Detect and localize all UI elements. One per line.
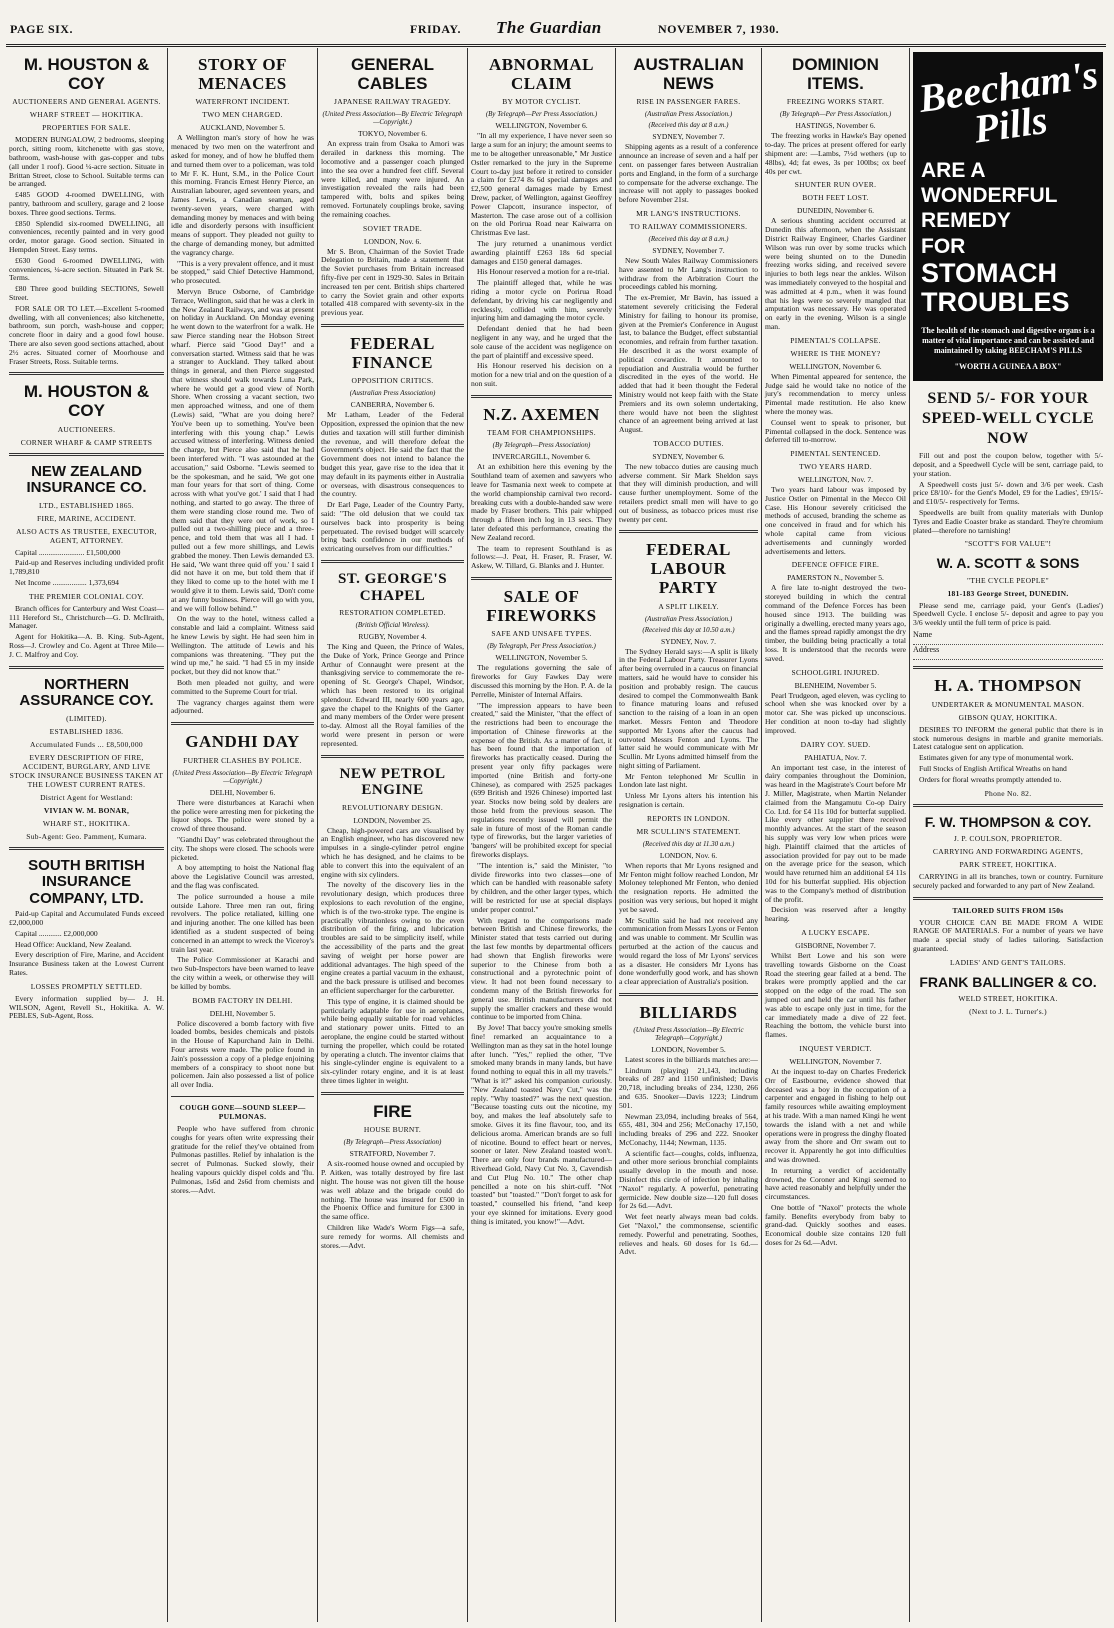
gandhi-sub2: BOMB FACTORY IN DELHI. (192, 995, 293, 1005)
article-paragraph: Police discovered a bomb factory with five loaded bombs, besides chemicals and pistols in the House of Kapurchand Jain in Delhi. Four arrests were made. The police found in Jain's possession a copy of a pledge enjoining members of a conspiracy to shoot none but policemen. Jain also possessed a list of police all over India. (171, 1018, 314, 1090)
article-paragraph: The police surrounded a house a mile outside Lahore. Three men ran out, firing revolvers. The police retaliated, killing one and injuring another. The one killed has been identified as a student suspected of being concerned in an attempt to wreck the Viceroy's train last year. (171, 891, 314, 954)
fireworks-dateline: WELLINGTON, November 5. (495, 653, 588, 663)
dominion-sub11: A LUCKY ESCAPE. (801, 927, 870, 937)
speedwell-paragraph: Speedwells are built from quality materials with Dunlop Tyres and Eadie Coaster brake as standard. They're chromium plated—therefore no tarnishing! (913, 507, 1103, 535)
article-paragraph: The team to represent Southland is as follows:—J. Peat, H. Fraser, R. Fraser, W. Askew, W. Tillard, G. Blanks and J. Hunter. (471, 543, 612, 571)
article-paragraph: This type of engine, it is claimed should be particularly adaptable for use in aeroplanes, while being equally suitable for road vehicles and stationary power units. Fitted to an aeroplane, the engine could be started without turning the propeller, which could be rotated by operating a clutch. The inventor claims that his single-cylinder engine is equivalent to a six-cylinder rotary engine, and it is at least three times lighter in weight. (321, 996, 464, 1085)
divider (9, 372, 164, 375)
article-paragraph: The new tobacco duties are causing much adverse comment. Sir Mark Sheldon says that they will diminish production, and will cause further unemployment. Some of the retailers predict small men will have to go out of business, as tobacco prices must rise twenty per cent. (619, 461, 758, 524)
ausnews-sub3: TO RAILWAY COMMISSIONERS. (629, 221, 748, 231)
menaces-headline: STORY OF MENACES (198, 55, 287, 93)
houston-section: PROPERTIES FOR SALE. (42, 123, 131, 133)
column-2 (168, 48, 318, 1622)
northern-district: District Agent for Westland: (40, 792, 133, 802)
houston2-address: CORNER WHARF & CAMP STREETS (20, 437, 153, 447)
axemen-headline: N.Z. AXEMEN (483, 404, 600, 424)
petrol-dateline: LONDON, November 25. (353, 815, 432, 825)
fwthompson-street: PARK STREET, HOKITIKA. (959, 859, 1057, 869)
houston2-heading: M. HOUSTON & COY (23, 382, 150, 420)
thompson-role: UNDERTAKER & MONUMENTAL MASON. (931, 699, 1085, 709)
ausnews-dateline3: SYDNEY, November 6. (652, 451, 725, 461)
ausnews-received2: (Received this day at 8 a.m.) (648, 234, 729, 243)
northern-funds: Accumulated Funds ... £8,500,000 (30, 739, 143, 749)
column-6 (762, 48, 910, 1622)
dominion-dateline3: WELLINGTON, November 6. (789, 361, 882, 371)
george-credit: (British Official Wireless). (355, 621, 430, 630)
thompson-paragraph: DESIRES TO INFORM the general public that there is in stock numerous designs in marble and granite memorials. Latest catalogue sent on application. (913, 724, 1103, 752)
cables-credit: (United Press Association—By Electric Telegraph—Copyright.) (322, 110, 463, 127)
labour-headline: FEDERAL LABOUR PARTY (646, 540, 731, 597)
billiards-dateline: LONDON, November 5. (651, 1044, 726, 1054)
article-paragraph: Newman 23,094, including breaks of 564, 655, 481, 304 and 256; McConachy 17,150, including breaks of 296 and 222. Snooker McConachy, 1144; Newman, 1135. (619, 1111, 758, 1147)
dominion-sub5: WHERE IS THE MONEY? (790, 348, 881, 358)
northern-heading: NORTHERN ASSURANCE COY. (19, 675, 154, 710)
claim-dateline: WELLINGTON, November 6. (495, 121, 588, 131)
speedwell-paragraph: A Speedwell costs just 5/- down and 3/6 per week. Cash price £8/10/- for the Gent's Model, £9 for the Ladies', £9/15/- and £10/5/- respectively for Terms. (913, 479, 1103, 507)
billiards-headline: BILLIARDS (639, 1003, 738, 1023)
thompson-paragraph: Orders for floral wreaths promptly attended to. (919, 774, 1062, 784)
nzins-premier: THE PREMIER COLONIAL COY. (28, 591, 144, 601)
menaces-sub: WATERFRONT INCIDENT. (195, 97, 290, 107)
thompson-paragraph: Full Stocks of English Artifical Wreaths on hand (919, 763, 1067, 773)
article-paragraph: On the way to the hotel, witness called a constable and laid a complaint. Witness said he knew Lewis by sight. He had seen him in Wellington. The attitude of Lewis and his companions was threatening. "They put the wind up me," he said. "I had £5 in my inside pocket, but they did not know that." (171, 614, 314, 677)
newspaper-title: The Guardian (496, 18, 602, 37)
northern-street: WHARF ST., HOKITIKA. (42, 818, 131, 828)
labour-sub: A SPLIT LIKELY. (658, 601, 719, 611)
dominion-dateline5: PAMERSTON N., November 5. (787, 573, 884, 583)
axemen-dateline: INVERCARGILL, November 6. (492, 452, 591, 462)
column-3 (318, 48, 468, 1622)
article-paragraph: At an exhibition here this evening by the Southland team of axemen and sawyers who leave for Tasmania next week to compete at the world championship carnival two record-breaking cuts with a double-handed saw were made by Fraser brothers. This pair whipped through a fifteen inch log in 13 secs. They later defeated this performance, creating the New Zealand record. (471, 462, 612, 542)
divider (171, 722, 314, 725)
listing: £630 Good 6-roomed DWELLING, with conveniences, ¼-acre section. Situated in Park St. Terms. (9, 255, 164, 283)
article-paragraph: The freezing works in Hawke's Bay opened to-day. The prices at present offered for early shipment are: —Lambs, 7½d wethers (up to 48lbs), 4d; fat ewes, 3s per 100lbs; ox beef 40s per cwt. (765, 131, 906, 176)
listing: MODERN BUNGALOW, 2 bedrooms, sleeping porch, sitting room, kitchenette with gas stove, bathroom, wash-house with gas-copper and tubs (all under 1 roof). Good ¼-acre section. Situate in Brittan Street, close to School. Suitable terms can be arranged. (9, 135, 164, 189)
ausnews-credit: (Australian Press Association.) (644, 110, 733, 119)
cables-sub2: SOVIET TRADE. (362, 223, 423, 233)
federal-credit: (Australian Press Association) (349, 389, 436, 398)
nzins-agents: Agent for Hokitika—A. B. King. Sub-Agent, Ross—J. Crowley and Co. Agent at Three Mile—J. C. Malfroy and Coy. (9, 632, 164, 659)
gandhi-dateline2: DELHI, November 5. (209, 1008, 276, 1018)
cables-dateline2: LONDON, Nov. 6. (363, 236, 422, 246)
federal-dateline: CANBERRA, November 6. (350, 400, 435, 410)
article-paragraph: When reports that Mr Lyons resigned and Mr Fenton might follow reached London, Mr Moloney telephoned Mr Fenton, who denied the resignation reports. He admitted the position was very serious, but hoped it might yet be saved. (619, 860, 758, 914)
fwthompson-name: F. W. THOMPSON & COY. (924, 813, 1092, 830)
pulmonas-ad-text: People who have suffered from chronic coughs for years often write expressing their gratitude for the relief they've obtained from Pulmonas pastilles. Relief by inhalation is the secret of Pulmonas. Sucked slowly, their healing vapours quickly dispel colds and 'flu. Pulmonas, 1s6d and 2s6d from chemists and stores.—Advt. (171, 1123, 314, 1195)
beecham-line: WONDERFUL (921, 184, 1058, 208)
cables-sub: JAPANESE RAILWAY TRAGEDY. (334, 97, 451, 107)
article-paragraph: The Police Commissioner at Karachi and two Sub-Inspectors have been warned to leave the city within a week, or otherwise they will be killed by bombs. (171, 955, 314, 991)
article-paragraph: Shipping agents as a result of a conference announce an increase of seven and a half per cent. on passenger fares between Australian ports and England, in the form of a surcharge to compensate for the adverse exchange. The increase will not apply to passages booked before November 21st. (619, 142, 758, 205)
article-paragraph: Two years hard labour was imposed by Justice Ostler on Pimental in the Mecco Oil Case. His Honour severely criticised the methods of accused, branding the scheme as one conceived in fraud and for which his whole capital came from vicious advertisements and cunningly worded advertisements and letters. (765, 485, 906, 556)
labour-credit: (Australian Press Association.) (644, 614, 733, 623)
dominion-sub2: SHUNTER RUN OVER. (794, 180, 877, 190)
listing: £850 Splendid six-roomed DWELLING, all conveniences, recently painted and in very good order, motor garage. Good section. Situated in Hempden Street. Easy terms. (9, 218, 164, 254)
houston-heading: M. HOUSTON & COY (23, 55, 150, 93)
george-dateline: RUGBY, November 4. (358, 632, 427, 642)
gandhi-headline: GANDHI DAY (185, 732, 300, 752)
thompson-paragraph: Estimates given for any type of monumental work. (919, 753, 1074, 763)
menaces-sub: TWO MEN CHARGED. (202, 110, 283, 120)
menaces-dateline: AUCKLAND, November 5. (200, 123, 285, 133)
article-paragraph: By Jove! That baccy you're smoking smells fine! remarked an acquaintance to a Wellington man as they sat in the hotel lounge after lunch. "Yes," replied the other, "I've smoked many brands in many lands, but have found nothing to equal this in all my travels." "What is it?" asked his companion curiously. "New Zealand toasted Navy Cut," was the reply. "Why toasted?" was the next question. "Because toasting cuts out the nicotine, my boy, and makes the leaf absolutely safe to smoke. Gives it its fine flavour, too, and its delicious aroma. American brands are so full of nicotine. Bound to effect heart or nerves, sooner or later. New Zealand toasted won't. There are only four brands manufactured—Riverhead Gold, Navy Cut No. 3, Cavendish and Cut Plug No. 10." The other chap pencilled a note on his shirt-cuff. "Not toasted" but "toasted." "Don't forget to ask for toasted," counselled his friend, "and keep your eye skinned for imitations. Every good thing is imitated, you know!"—Advt. (471, 1023, 612, 1226)
article-paragraph: "In all my experience, I have never seen so large a sum for an injury; the amount seems to me to be altogether unreasonable," Mr Justice Ostler remarked to the jury in the Supreme Court to-day just before it retired to consider a claim for £274 8s 6d special damages and £2,500 general damages made by Ernest Drew, packer, of Wellington, against Geoffrey Power Clapcott, insurance inspector, of Masterton. The case arose out of a collision on the old Porirua Road near Kaiwarra on Christmas Eve last. (471, 131, 612, 238)
article-paragraph: "Gandhi Day" was celebrated throughout the city. The shops were closed. The schools were picketed. (171, 835, 314, 862)
ausnews-sub2: MR LANG'S INSTRUCTIONS. (636, 208, 741, 218)
fwthompson-services: CARRYING AND FORWARDING AGENTS, (932, 846, 1084, 856)
dominion-dateline6: BLENHEIM, November 5. (794, 680, 877, 690)
petrol-headline: NEW PETROL ENGINE (339, 765, 446, 799)
nzins-heading: NEW ZEALAND INSURANCE CO. (26, 462, 147, 497)
masthead (6, 14, 1106, 47)
article-paragraph: There were disturbances at Karachi when the police were arresting men for picketing the liquor shops. The police were stoned by a crowd of three thousand. (171, 797, 314, 834)
column-1 (6, 48, 168, 1622)
speedwell-order: Please send me, carriage paid, your Gent's (Ladies') Speedwell Cycle. I enclose 5/- deposit and agree to pay you 3/6 weekly until the full term of price is paid. (913, 600, 1103, 628)
divider (913, 666, 1103, 669)
northern-sub: Sub-Agent: Geo. Pammenț, Kumara. (26, 831, 147, 841)
northern-agent: VIVIAN W. M. BONAR, (43, 805, 130, 815)
article-paragraph: Mr S. Bron, Chairman of the Soviet Trade Delegation to Britain, made a statement that the Soviet purchases from Britain increased fifty-five per cent in 1929-30. Sales in Britain increased ten per cent. British ships chartered to carry the Soviet grain and other exports totalled 418 compared with seventy-six in the previous year. (321, 246, 464, 318)
nzins-est: LTD., ESTABLISHED 1865. (39, 500, 134, 510)
southbritish-line: Every description of Fire, Marine, and Accident Insurance Business taken at the Lowest Current Rates. (9, 950, 164, 977)
dominion-dateline8: GISBORNE, November 7. (795, 940, 876, 950)
dominion-sub6: PIMENTAL SENTENCED. (790, 449, 881, 459)
southbritish-line: Paid-up Capital and Accumulated Funds exceed £2,000,000 (9, 909, 164, 927)
article-paragraph: New South Wales Railway Commissioners have assented to Mr Lang's instruction to withdraw from the Arbitration Court the proceedings cabled his morning. (619, 255, 758, 292)
divider (9, 666, 164, 669)
fire-sub: HOUSE BURNT. (363, 1125, 422, 1135)
claim-headline: ABNORMAL CLAIM (488, 55, 595, 93)
houston2-role: AUCTIONEERS. (57, 424, 116, 434)
nzins-branches: Branch offices for Canterbury and West Coast—111 Hereford St., Christchurch—G. D. McIlraith, Manager. (9, 603, 164, 631)
thompson-phone: Phone No. 82. (984, 788, 1032, 798)
houston-role: AUCTIONEERS AND GENERAL AGENTS. (12, 97, 161, 107)
ballinger-tailors: LADIES' AND GENT'S TAILORS. (950, 957, 1066, 967)
article-paragraph: The Sydney Herald says:—A split is likely in the Federal Labour Party. Treasurer Lyons after being overruled in a caucus on financial matters, said he would have to consider his position and probably resign. The caucus desired to compel the Commonwealth Bank to finance maturing loans and refused sanction to the raising of a loan in an open market. Messrs Fenton and Theodore supported Mr Lyons after the caucus had outvoted Messrs Fenton and Lyons. The latter said he would communicate with Mr Scullin. Mr Lyons admitted himself from the night sitting of Parliament. (619, 646, 758, 770)
houston-address: WHARF STREET — HOKITIKA. (29, 110, 144, 120)
ausnews-dateline2: SYDNEY, November 7. (652, 245, 725, 255)
labour-sub3: MR SCULLIN'S STATEMENT. (636, 826, 741, 836)
dominion-dateline4: WELLINGTON, Nov. 7. (798, 475, 873, 485)
labour-sub2: REPORTS IN LONDON. (646, 813, 731, 823)
coupon-address-field[interactable] (913, 645, 1103, 660)
page-label: PAGE SIX. (10, 22, 73, 36)
divider (619, 993, 758, 996)
labour-dateline: SYDNEY, Nov. 7. (660, 636, 716, 646)
speedwell-headline: SEND 5/- FOR YOUR SPEED-WELL CYCLE NOW (921, 390, 1095, 448)
article-paragraph: A Wellington man's story of how he was menaced by two men on the waterfront and asked for money, and of how he bluffed them and turned them over to a policeman, was told to Mr F. K. Hunt, S.M., in the Police Court this morning. Francis Ernest Henry Pierce, an Australian labourer, aged seventeen years, and James Lewis, a Canadian seaman, aged twenty-seven years, were charged with demanding money by menaces and with being idle and disorderly persons with insufficient means of support. They pleaded not guilty to the charge of demanding money, but admitted the vagrancy charge. (171, 133, 314, 257)
southbritish-line: Capital ............ £2,000,000 (15, 928, 98, 938)
article-paragraph: An important test case, in the interest of dairy companies throughout the Dominion, was heard in the Magistrate's Court before Mr J. Miller, Magistrate, when Martin Nelander claimed from the Mangamutu Co-op Dairy Co. Ltd. for £4 11s 10d for butterfat supplied. Like every other supplier there received monthly advances. At the start of the season his supply was very low when prices were high. Plaintiff claimed that the articles of association provided for pay out to be made on the average price for the season, which would have returned him an additional £4 11s 10d for his butterfat supplied. His objection was to the Company's method of distribution of the profit. (765, 762, 906, 904)
southbritish-heading: SOUTH BRITISH INSURANCE COMPANY, LTD. (28, 856, 145, 907)
beecham-slogan: "WORTH A GUINEA A BOX" (954, 362, 1062, 372)
cables-dateline: TOKYO, November 6. (357, 129, 428, 139)
dominion-sub3: BOTH FEET LOST. (802, 193, 869, 203)
nzins-figure: Paid-up and Reserves including undivided profit 1,789,810 (9, 558, 164, 577)
article-paragraph: "The intention is," said the Minister, "to divide fireworks into two classes—one of which can be handled with reasonable safety by children, and the other larger types, which will be restricted for use at special displays under proper control." (471, 860, 612, 914)
article-paragraph: "This is a very prevalent offence, and it must be stopped," said Chief Detective Hammond, who prosecuted. (171, 258, 314, 286)
article-paragraph: Pearl Trudgeon, aged eleven, was cycling to school when she was knocked over by a motor car. She was picked up unconscious. Her condition at noon to-day had slightly improved. (765, 690, 906, 735)
divider (471, 395, 612, 398)
article-paragraph: Counsel went to speak to prisoner, but Pimental collapsed in the dock. Sentence was deferred till to-morrow. (765, 417, 906, 445)
southbritish-line: Head Office: Auckland, New Zealand. (15, 939, 132, 949)
article-paragraph: Defendant denied that he had been negligent in any way, and he urged that the sole cause of the accident was negligence on the part of plaintiff and excessive speed. (471, 324, 612, 360)
article-paragraph: A scientific fact—coughs, colds, influenza, and other more serious bronchial complaints usually develop in the mouth and nose. Disinfect this circle of infection by inhaling "Naxol" regularly. A powerful, penetrating germicide. New double size—120 full doses for 2s 6d.—Advt. (619, 1148, 758, 1211)
article-paragraph: Unless Mr Lyons alters his intention his resignation is certain. (619, 791, 758, 810)
northern-est: ESTABLISHED 1836. (49, 726, 124, 736)
divider (9, 453, 164, 456)
coupon-address-label: Address (913, 645, 940, 655)
fwthompson-prop: J. P. COULSON, PROPRIETOR. (953, 833, 1063, 843)
article-paragraph: The vagrancy charges against them were adjourned. (171, 697, 314, 716)
nzins-kinds: FIRE, MARINE, ACCIDENT. (36, 513, 137, 523)
article-paragraph: One bottle of "Naxol" protects the whole family. Benefits everybody from baby to grand-dad. Quickly soothes and eases. Economical double size contains 120 full doses for 2s 6d.—Advt. (765, 1202, 906, 1248)
columns (6, 48, 1106, 1622)
billiards-credit: (United Press Association—By Electric Telegraph—Copyright.) (633, 1025, 744, 1042)
article-paragraph: Lindrum (playing) 21,143, including breaks of 287 and 1150 unfinished; Davis 20,718, including breaks of 234, 1230, 266 and 635. Snooker—Davis 1223; Lindrum 501. (619, 1065, 758, 1110)
fireworks-headline: SALE OF FIREWORKS (486, 586, 597, 625)
masthead-day: FRIDAY. (410, 22, 461, 36)
dominion-dateline: HASTINGS, November 6. (795, 121, 876, 131)
gandhi-credit: (United Press Association—By Electric Telegraph—Copyright.) (172, 768, 313, 785)
dominion-dateline2: DUNEDIN, November 6. (796, 206, 875, 216)
divider (619, 530, 758, 533)
dominion-dateline9: WELLINGTON, November 7. (789, 1056, 882, 1066)
nzins-figure: Net Income .................. 1,373,694 (15, 578, 119, 588)
beecham-copy: The health of the stomach and digestive organs is a matter of vital importance and can be assisted and maintained by taking BEECHAM'S PILLS (921, 326, 1095, 356)
ausnews-sub4: TOBACCO DUTIES. (653, 438, 724, 448)
gandhi-dateline: DELHI, November 6. (209, 787, 276, 797)
petrol-sub: REVOLUTIONARY DESIGN. (341, 802, 444, 812)
northern-ltd: (LIMITED). (66, 713, 107, 723)
fireworks-sub: SAFE AND UNSAFE TYPES. (491, 629, 592, 639)
divider (171, 1096, 314, 1097)
george-sub: RESTORATION COMPLETED. (339, 608, 446, 618)
article-paragraph: A serious shunting accident occurred at Dunedin this afternoon, when the Assistant District Railway Engineer, Charles Gardiner Wilson was run over by some trucks which were being shunted on to the Dunedin freezing works siding, and received severe injuries to both legs near the ankles. Wilson was immediately conveyed to the hospital and was admitted at 4 p.m., when it was found that his legs were so severely mangled that amputation was necessary. He was operated on early in the evening. Wilson is a single man. (765, 216, 906, 331)
thompson-place: GIBSON QUAY, HOKITIKA. (958, 712, 1058, 722)
article-paragraph: His Honour reserved his decision on a motion for a new trial and on the question of a non suit. (471, 361, 612, 388)
fire-dateline: STRATFORD, November 7. (349, 1149, 436, 1159)
ausnews-received: (Received this day at 8 a.m.) (648, 121, 729, 130)
ballinger-street: WELD STREET, HOKITIKA. (958, 994, 1058, 1004)
article-paragraph: With regard to the comparisons made between British and Chinese fireworks, the Minister stated that tests carried out during the last few months by departmental officers had shown that English fireworks were superior to the Chinese from both a constructional and a pyrotechnic point of view. It had not been found necessary to condemn many of the British fireworks for general use. British manufacturers did not supply the smaller crackers and these would continue to be imported from China. (471, 915, 612, 1022)
southbritish-info: Every information supplied by— J. H. WILSON, Agent, Revell St., Hokitika. A. W. PEBLES, Sub-Agent, Ross. (9, 993, 164, 1021)
article-paragraph: The ex-Premier, Mr Bavin, has issued a statement severely criticising the Federal Ministry for failing to honour its promise, given at the Premier's Conference in August last, to balance the Budget, effect substantial economies, and refrain from further taxation. He described it as the worst example of political cowardice. It amounted to repudiation and Australia would be further discredited in the eyes of the world. He added that had it been thought the Federal Ministry would not keep faith with the State Premiers and its own solemn undertaking, there would have not been the slightest chance of an agreement being arrived at last August. (619, 293, 758, 435)
dominion-headline: DOMINION ITEMS. (792, 55, 879, 93)
column-7 (910, 48, 1106, 1622)
article-paragraph: Whilst Bert Lowe and his son were travelling towards Gisborne on the Coast Road the steering gear failed at a bend. The brakes were promptly applied and the car stopped on the edge of the road. The son jumped out and held the car until his father was able to escape only just in time, for the car immediately made a dive of 22 feet. Reaching the bottom, the vehicle burst into flames. (765, 950, 906, 1040)
ballinger-next: (Next to J. L. Turner's.) (969, 1007, 1047, 1017)
southbritish-losses: LOSSES PROMPTLY SETTLED. (30, 981, 143, 991)
article-paragraph: Children like Wade's Worm Figs—a safe, sure remedy for worms. All chemists and stores.—Advt. (321, 1222, 464, 1250)
claim-sub: BY MOTOR CYCLIST. (502, 97, 581, 107)
beechams-logo: Beecham's Pills (916, 51, 1101, 152)
scott-address: 181-183 George Street, DUNEDIN. (947, 588, 1069, 598)
ballinger-paragraph: YOUR CHOICE CAN BE MADE FROM A WIDE RANGE OF MATERIALS. For a number of years we have made a special study of ladies tailoring. Satisfaction guaranteed. (913, 917, 1103, 953)
article-paragraph: Wet feet nearly always mean bad colds. Get "Naxol," the commonsense, scientific remedy. Powerful and penetrating. Soothes, relieves and heals. 60 doses for 1s 6d.—Advt. (619, 1212, 758, 1257)
beechams-advert (913, 52, 1103, 381)
labour-dateline2: LONDON, Nov. 6. (659, 850, 718, 860)
column-4 (468, 48, 616, 1622)
article-paragraph: The regulations governing the sale of fireworks for Guy Fawkes Day were discussed this morning by the Hon. P. A. de la Perrelle, Minister of Internal Affairs. (471, 663, 612, 699)
fire-credit: (By Telegraph—Press Association) (343, 1138, 442, 1147)
ausnews-headline: AUSTRALIAN NEWS (633, 55, 744, 93)
article-paragraph: Decision was reserved after a lengthy hearing. (765, 905, 906, 924)
article-paragraph: Latest scores in the billiards matches are:— (625, 1054, 758, 1064)
listing: FOR SALE OR TO LET.—Excellent 5-roomed dwelling, with all conveniences; also kitchenette, bathroom, sun porch, wash-house and copper; concrete floor in dairy and a good fowl house. There are also seven good sections attached, about 2½ acres. Situated corner of Moorhouse and Fraser Streets, Ross. Suitable terms. (9, 303, 164, 366)
ausnews-sub: RISE IN PASSENGER FARES. (636, 97, 741, 107)
ballinger-name: FRANK BALLINGER & CO. (919, 973, 1097, 990)
article-paragraph: When Pimental appeared for sentence, the Judge said he would take no notice of the jury's recommendation to mercy unless Pimental made restitution. He also knew where the money was. (765, 371, 906, 416)
scott-firm: W. A. SCOTT & SONS (936, 555, 1080, 572)
divider (913, 897, 1103, 900)
beecham-line: FOR (921, 234, 966, 258)
fwthompson-paragraph: CARRYING in all its branches, town or country. Furniture securely packed and forwarded to any part of New Zealand. (913, 871, 1103, 890)
article-paragraph: In returning a verdict of accidentally drowned, the Coroner and Kingi seemed to have acted reasonably and helpfully under the circumstances. (765, 1165, 906, 1202)
article-paragraph: The novelty of the discovery lies in the revolutionary design, which produces three explosions to each revolution of the engine, which is of the two-stroke type. The engine is practically vibrationless owing to the even distribution of the firing, and lubrication troubles are said to be simplicity itself, while the accessibility of the parts and the great saving of weight per horse power are additional advantages. The high speed of the engine creates a partial vacuum in the exhaust, and the back pressure is utilised and becomes an efficient supercharger for the carburetter. (321, 880, 464, 995)
article-paragraph: A six-roomed house owned and occupied by P. Aitken, was totally destroyed by fire last night. The house was not given till the house was well ablaze and the brigade could do nothing. The house was insured for £500 in the Phoenix Office and furniture for £300 in the same office. (321, 1159, 464, 1222)
dominion-dateline7: PAHIATUA, Nov. 7. (804, 752, 867, 762)
axemen-sub: TEAM FOR CHAMPIONSHIPS. (487, 428, 596, 438)
axemen-credit: (By Telegraph—Press Association) (492, 441, 591, 450)
article-paragraph: The King and Queen, the Prince of Wales, the Duke of York, Prince George and Prince Arthur of Connaught were present at the thanksgiving service to commemorate the re-opening of St. George's Chapel, Windsor, which has been restored to its original splendour. Edward III, nearly 600 years ago, gave the chapel to the Knights of the Garter and many members of the Order were present to-day. Almost all the Royal families of the world were present in person or were represented. (321, 642, 464, 748)
ballinger-tailored: TAILORED SUITS FROM 150s (952, 905, 1064, 915)
scott-firm-sub: "THE CYCLE PEOPLE" (967, 575, 1049, 585)
claim-credit: (By Telegraph—Per Press Association.) (485, 110, 598, 119)
nzins-figure: Capital ........................ £1,500,000 (15, 547, 121, 557)
article-paragraph: The plaintiff alleged that, while he was riding a motor cycle on Porirua Road defendant, by driving his car negligently and recklessly, collided with him, severely injuring him and damaging the motor cycle. (471, 278, 612, 323)
dominion-sub8: DEFENCE OFFICE FIRE. (791, 560, 880, 570)
article-paragraph: Both men pleaded not guilty, and were committed to the Supreme Court for trial. (171, 677, 314, 696)
listing: £80 Three good building SECTIONS, Sewell Street. (9, 284, 164, 302)
article-paragraph: Dr Earl Page, Leader of the Country Party, said: "The old delusion that we could tax ourselves back into prosperity is being perpetuated. The revised budget will scarcely bring back confidence in our methods of extricating ourselves from our difficulties." (321, 500, 464, 554)
divider (9, 847, 164, 850)
fireworks-credit: (By Telegraph, Per Press Association.) (487, 642, 596, 651)
dominion-credit: (By Telegraph—Per Press Association.) (779, 110, 892, 119)
fire-headline: FIRE (373, 1101, 412, 1121)
speedwell-value: "SCOTT'S FOR VALUE"! (964, 539, 1052, 549)
coupon-name-label: Name (913, 630, 933, 640)
dominion-sub4: PIMENTAL'S COLLAPSE. (790, 335, 881, 345)
article-paragraph: Mervyn Bruce Osborne, of Cambridge Terrace, Wellington, said that he was a clerk in the New Zealand Railways, and was at present on holiday in Auckland. On Monday evening he went down to the waterfront for a walk. He saw Pierce standing near the Hobson Street wharf. Pierce said "Good Day!" and a conversation started. Witness said that he was a stranger to Auckland. They talked about things in general, and then Pierce suggested that witness should walk towards Luna Park, where he would get a good view of North Shore. When crossing a vacant section, two men approached witness, and one of them (Lewis) said, "What are you doing here? You've been up to something. You've been interfering with this young chap." Lewis accused witness of interfering. Witness denied the charge, but Pierce also said that he had been interfered with. "I was astounded at the accusation," said Osborne. "Lewis seemed to be the spokesman, and he said, 'We got one man four years for that sort of thing. Come across with what you've got.' I said that I had nothing, and started to go away. The three of them were standing close round me. Two of them said that they were out of work, so I pulled out a two-shilling piece and a three-pence, and told them that was all I had. I pulled out a few more shillings, and Lewis grabbed the money. Then Lewis demanded £3. He said, 'We want three quid off you.' I said I did not have it on me, but told them that if they liked to come up to the hotel with me I would give it to them. Lewis said, 'Don't come at any funny business. Pierce will go with you, and we will follow behind.'" (171, 286, 314, 613)
gandhi-sub: FURTHER CLASHES BY POLICE. (183, 755, 302, 765)
dominion-sub7: TWO YEARS HARD. (799, 462, 872, 472)
divider (471, 577, 612, 580)
ausnews-dateline: SYDNEY, November 7. (652, 132, 725, 142)
nzins-acts: ALSO ACTS AS TRUSTEE, EXECUTOR, AGENT, ATTORNEY. (16, 526, 157, 545)
divider (321, 560, 464, 563)
article-paragraph: Mr Scullin said he had not received any communication from Messrs Lyons or Fenton and was unable to comment. Mr Scullin was perturbed at the action of the caucus and would regard the loss of Mr Lyons' services as a disaster. He considers Mr Lyons has done wonderfully good work, and has shown a clear appreciation of Australia's position. (619, 915, 758, 987)
labour-received: (Received this day at 10.50 a.m.) (642, 625, 735, 634)
george-headline: ST. GEORGE'S CHAPEL (337, 571, 448, 604)
article-paragraph: The jury returned a unanimous verdict awarding plaintiff £263 18s 6d special damages and £150 general damages. (471, 238, 612, 266)
dominion-sub12: INQUEST VERDICT. (799, 1043, 872, 1053)
pulmonas-ad-title: COUGH GONE—SOUND SLEEP—PULMONAS. (179, 1102, 306, 1121)
beecham-line: STOMACH (921, 257, 1058, 288)
dominion-sub9: SCHOOLGIRL INJURED. (791, 667, 880, 677)
article-paragraph: Cheap, high-powered cars are visualised by an English engineer, who has discovered new impulses in a single-cylinder petrol engine which he has designed, and he claims to be able to convert this into the equivalent of an engine with six cylinders. (321, 825, 464, 879)
article-paragraph: Mr Latham, Leader of the Federal Opposition, expressed the opinion that the new duties and taxation will still further diminish the revenue, and will therefore defeat the Government's object. He said the fact that the Government does not intend to balance the budget this year, gave rise to the idea that it may default in its payments either in Australia or overseas, with disastrous consequences to the country. (321, 410, 464, 499)
divider (321, 324, 464, 327)
northern-desc: EVERY DESCRIPTION OF FIRE, ACCIDENT, BURGLARY, AND LIVE STOCK INSURANCE BUSINESS TAKEN AT THE LOWEST CURRENT RATES. (9, 752, 164, 789)
column-5 (616, 48, 762, 1622)
federal-headline: FEDERAL FINANCE (350, 333, 435, 372)
dominion-sub10: DAIRY COY. SUED. (800, 739, 871, 749)
article-paragraph: Mr Fenton telephoned Mr Scullin in London late last night. (619, 771, 758, 790)
federal-sub: OPPOSITION CRITICS. (351, 376, 434, 386)
masthead-date: NOVEMBER 7, 1930. (658, 22, 780, 36)
thompson-name: H. A. THOMPSON (934, 676, 1082, 696)
dominion-sub: FREEZING WORKS START. (786, 97, 885, 107)
divider (913, 804, 1103, 807)
beecham-line: TROUBLES (921, 287, 1070, 318)
listing: £485 GOOD 4-roomed DWELLING, with pantry, bathroom and scullery, garage and 2 loose boxes. Three good sections. Terms. (9, 190, 164, 217)
coupon-name-field[interactable] (913, 630, 1103, 645)
article-paragraph: At the inquest to-day on Charles Frederick Orr of Eastbourne, evidence showed that deceased was a boy in the occupation of a carpenter and engaged in fishing to help out family resources while awaiting employment at his trade. With a man named Kingi he went towards the island with a net and while operations were in progress the dinghy floated away from the shore and Orr swam out to recover it. Apparently he got into difficulties and was drowned. (765, 1066, 906, 1164)
article-paragraph: "The impression appears to have been created," said the Minister, "that the effect of the restrictions had been to encourage the importation of Chinese fireworks at the expense of the British. As a matter of fact, it has been found that the importation of fireworks has practically ceased. During the present year only fifty packages were imported (nine British and forty-one Chinese), as compared with 2525 packages (699 British and 1926 Chinese) imported last year. Stocks now being sold by dealers are those held from the previous season. The regulations recently issued will permit the sale in future of most of the Roman candle type of fireworks, but the larger varieties of 'bangers' will be prohibited except for special fireworks displays. (471, 700, 612, 860)
article-paragraph: His Honour reserved a motion for a re-trial. (477, 267, 610, 277)
article-paragraph: An express train from Osaka to Amori was derailed in darkness this morning. The locomotive and a passenger coach plunged into the sea over a hundred feet cliff. Several were killed, and many were injured. An investigation revealed the rails had been tampered with, bolts and spikes being removed. Fortunately couplings broke, saving the remaining coaches. (321, 139, 464, 219)
cables-headline: GENERAL CABLES (350, 55, 435, 93)
article-paragraph: A boy attempting to hoist the National flag above the Legislative Council was arrested, and the flag was confiscated. (171, 863, 314, 891)
divider (321, 1092, 464, 1095)
divider (321, 755, 464, 758)
labour-received2: (Received this day at 11.30 a.m.) (642, 839, 735, 848)
article-paragraph: A fire late to-night destroyed the two-storeyed building in which the central command of the Defence Forces has been housed since 1913. The building was originally a dwelling, erected many years ago, and the flames spread rapidly amongst the dry timber, the building being practically a total loss. It is understood that the records were saved. (765, 583, 906, 663)
beecham-line: ARE A (921, 159, 986, 182)
beecham-line: REMEDY (921, 209, 1011, 233)
speedwell-paragraph: Fill out and post the coupon below, together with 5/- deposit, and a Speedwell Cycle will be sent, carriage paid, to your station. (913, 451, 1103, 478)
